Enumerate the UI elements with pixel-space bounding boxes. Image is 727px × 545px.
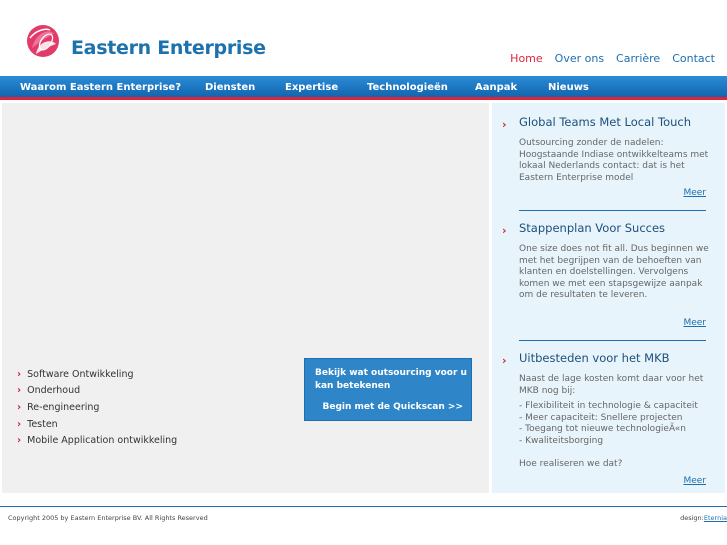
chevron-right-icon: › <box>502 118 507 131</box>
section-divider <box>519 340 706 341</box>
logo-icon[interactable] <box>26 24 60 58</box>
quickscan-text: Bekijk wat outsourcing voor u kan betekenen <box>315 368 467 391</box>
nav-item-technologieen[interactable]: Technologieën <box>367 82 448 93</box>
section-divider <box>519 210 706 211</box>
service-item[interactable]: › Mobile Application ontwikkeling <box>17 435 178 447</box>
bullet-item: - Flexibiliteit in technologie & capaciteit <box>519 401 698 411</box>
design-credit: design:Eternia <box>680 514 727 522</box>
hero-panel <box>2 103 489 493</box>
bullet-item: - Toegang tot nieuwe technologieÃ«n <box>519 424 686 434</box>
main-nav <box>0 76 727 100</box>
chevron-right-icon: › <box>17 385 22 397</box>
top-link-home[interactable]: Home <box>510 52 543 65</box>
service-item[interactable]: › Re-engineering <box>17 401 100 413</box>
chevron-right-icon: › <box>17 401 22 413</box>
nav-item-waarom[interactable]: Waarom Eastern Enterprise? <box>20 82 181 93</box>
chevron-right-icon: › <box>502 354 507 367</box>
design-link[interactable]: Eternia <box>703 514 727 522</box>
top-link-contact[interactable]: Contact <box>672 52 715 65</box>
section-title[interactable]: Stappenplan Voor Succes <box>519 221 666 235</box>
top-links <box>498 52 715 65</box>
more-link[interactable]: Meer <box>683 476 706 486</box>
quickscan-box[interactable] <box>304 358 472 421</box>
nav-item-diensten[interactable]: Diensten <box>205 82 256 93</box>
bullet-item: - Meer capaciteit: Snellere projecten <box>519 412 683 423</box>
more-link[interactable]: Meer <box>683 188 706 198</box>
quickscan-link[interactable]: Begin met de Quickscan >> <box>322 402 463 412</box>
main-content <box>0 103 727 506</box>
chevron-right-icon: › <box>502 224 507 237</box>
footer-divider <box>0 506 727 507</box>
section-title[interactable]: Uitbesteden voor het MKB <box>519 351 670 365</box>
service-list <box>17 366 177 449</box>
nav-item-nieuws[interactable]: Nieuws <box>548 82 589 93</box>
section-body: Outsourcing zonder de nadelen: Hoogstaande Indiase ontwikkelteams met lokaal Nederlands contact: dat is het Eastern Enterprise model <box>519 138 709 183</box>
logo-text[interactable]: Eastern Enterprise <box>71 37 266 59</box>
section-question: Hoe realiseren we dat? <box>519 459 623 469</box>
chevron-right-icon: › <box>17 368 22 380</box>
service-item[interactable]: › Testen <box>17 418 58 430</box>
site-header <box>0 0 727 76</box>
top-link-over-ons[interactable]: Over ons <box>554 52 605 65</box>
nav-item-expertise[interactable]: Expertise <box>285 82 339 93</box>
nav-item-aanpak[interactable]: Aanpak <box>475 82 518 93</box>
copyright-text: Copyright 2005 by Eastern Enterprise BV. All Rights Reserved <box>8 514 208 522</box>
sidebar <box>492 103 725 493</box>
service-item[interactable]: › Software Ontwikkeling <box>17 368 134 380</box>
service-item[interactable]: › Onderhoud <box>17 385 81 397</box>
chevron-right-icon: › <box>17 418 22 430</box>
top-link-carriere[interactable]: Carrière <box>616 52 661 65</box>
section-body: One size does not fit all. Dus beginnen we met het begrijpen van de behoeften van klanten en doelstellingen. Vervolgens komen we met een stapsgewijze aanpak om de resultaten te leveren. <box>519 244 709 300</box>
section-title[interactable]: Global Teams Met Local Touch <box>519 115 692 129</box>
section-bullets <box>519 401 711 447</box>
chevron-right-icon: › <box>17 435 22 447</box>
more-link[interactable]: Meer <box>683 318 706 328</box>
bullet-item: - Kwaliteitsborging <box>519 435 604 446</box>
section-intro: Naast de lage kosten komt daar voor het MKB nog bij: <box>519 374 704 396</box>
